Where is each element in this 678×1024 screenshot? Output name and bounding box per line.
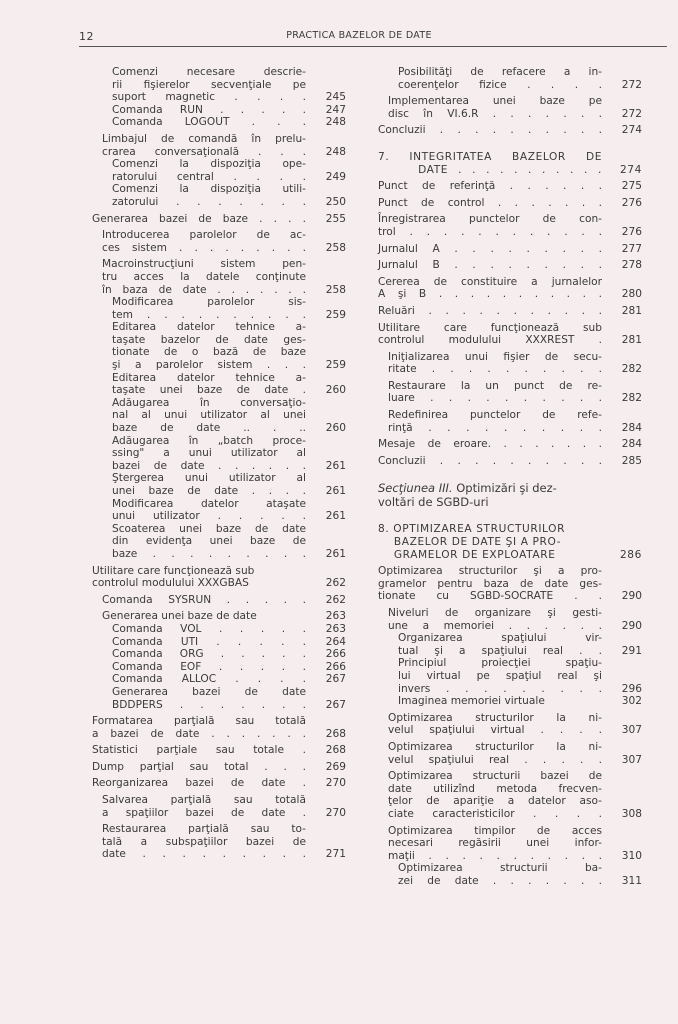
- toc-entry-title: Ştergerea unui utilizator al unei baze de date . . . .: [112, 472, 306, 497]
- toc-page-number: 245: [325, 91, 346, 104]
- toc-entry: [378, 409, 642, 434]
- toc-entry: [378, 66, 642, 91]
- toc-entry: [92, 296, 346, 321]
- toc-entry-title: Optimizarea structurii ba- zei de date . . . . . . .: [398, 862, 602, 887]
- toc-entry-title: Editarea datelor tehnice a- taşate unei baze de date .: [112, 371, 306, 397]
- toc-entry-title: Imaginea memoriei virtuale: [398, 695, 545, 708]
- toc-entry-title: Comanda EOF . . . . .: [112, 660, 306, 673]
- toc-entry-title: Optimizarea timpilor de acces necesari regăsirii unei infor- maţii . . . . . . . . . . .: [388, 824, 602, 862]
- toc-entry: [92, 594, 346, 607]
- toc-page-number: 284: [621, 421, 642, 434]
- toc-entry: [92, 823, 346, 861]
- toc-page-number: 285: [621, 454, 642, 467]
- toc-section-heading: [378, 481, 642, 509]
- toc-entry-title: [378, 481, 642, 509]
- toc-entry: [378, 243, 642, 256]
- toc-entry-title: Adăugarea în conversaţio- nal al unui utilizator al unei baze de date .. . ..: [112, 396, 306, 435]
- toc-page-number: 286: [619, 548, 642, 561]
- toc-entry: [92, 229, 346, 254]
- toc-entry-title: Generarea bazei de baze . . . .: [92, 212, 306, 225]
- toc-entry: [92, 372, 346, 397]
- toc-page-number: 282: [621, 363, 642, 376]
- toc-entry: [92, 213, 346, 226]
- toc-page-number: 266: [325, 660, 346, 673]
- toc-page-number: 290: [621, 619, 642, 632]
- toc-entry-title: Restaurarea parţială sau to- tală a subspaţiilor bazei de date . . . . . . . . .: [102, 823, 306, 861]
- toc-entry-title: Introducerea parolelor de ac- ces sistem . . . . . . . . .: [102, 229, 306, 254]
- toc-page-number: 274: [621, 124, 642, 137]
- toc-left-column: [92, 66, 346, 861]
- toc-entry: [92, 744, 346, 757]
- toc-entry: [378, 770, 642, 820]
- toc-entry: [92, 636, 346, 649]
- toc-entry: [378, 455, 642, 468]
- toc-entry-title: Scoaterea unei baze de date din evidenţa unei baze de baze . . . . . . . . .: [112, 522, 306, 560]
- toc-page-number: 270: [325, 806, 346, 819]
- toc-entry-title: 7. INTEGRITATEA BAZELOR DE DATE . . . . . . . . . . .: [378, 150, 602, 176]
- toc-page-number: 302: [621, 695, 642, 708]
- toc-entry: [92, 673, 346, 686]
- toc-page-number: 278: [621, 259, 642, 272]
- toc-entry-title: Comenzi necesare descrie- rii fişierelor secvenţiale pe suport magnetic . . . .: [112, 66, 306, 104]
- toc-entry-title: Iniţializarea unui fişier de secu- ritate . . . . . . . . . .: [388, 350, 602, 376]
- toc-entry-title: Principiul proiecţiei spaţiu- lui virtual pe spaţiul real şi invers . . . . . . . . .: [398, 657, 602, 695]
- toc-page-number: 262: [325, 577, 346, 590]
- toc-entry: [92, 715, 346, 740]
- toc-page-number: 276: [621, 196, 642, 209]
- toc-entry: [378, 607, 642, 632]
- toc-page-number: 260: [325, 422, 346, 435]
- toc-entry: [92, 610, 346, 623]
- toc-page-number: 270: [325, 777, 346, 790]
- toc-chapter-entry: [378, 151, 642, 176]
- toc-entry: [92, 104, 346, 117]
- toc-entry: [378, 322, 642, 347]
- toc-entry-title: Utilitare care funcţionează sub controlul modulului XXXREST .: [378, 321, 602, 347]
- toc-page-number: 261: [325, 510, 346, 523]
- toc-entry: [378, 695, 642, 708]
- toc-entry-title: Adăugarea în „batch proce- ssing" a unui utilizator al bazei de date . . . . . .: [112, 434, 306, 472]
- header-rule: [79, 46, 667, 47]
- toc-page-number: 258: [325, 283, 346, 296]
- toc-entry-title: Comenzi la dispoziţia utili- zatorului . . . . . . .: [112, 183, 306, 208]
- toc-page-number: 263: [325, 622, 346, 635]
- toc-entry: [378, 712, 642, 737]
- toc-page-number: 272: [621, 107, 642, 120]
- toc-entry: [92, 472, 346, 497]
- toc-page-number: 308: [621, 807, 642, 820]
- toc-entry: [92, 183, 346, 208]
- toc-entry: [378, 741, 642, 766]
- toc-entry: [378, 276, 642, 301]
- toc-page-number: 307: [621, 753, 642, 766]
- toc-entry-title: Cererea de constituire a jurnalelor A şi B . . . . . . . . . . .: [378, 275, 602, 301]
- toc-page-number: 282: [621, 392, 642, 405]
- toc-page-number: 276: [621, 225, 642, 238]
- toc-entry-title: Optimizarea structurilor şi a pro- gramelor pentru baza de date ges- tionate cu SGBD-SOCRATE . .: [378, 565, 602, 603]
- toc-entry-title: Statistici parţiale sau totale .: [92, 744, 306, 757]
- toc-entry-title: Jurnalul A . . . . . . . . .: [378, 242, 602, 255]
- toc-page-number: 261: [325, 485, 346, 497]
- toc-entry: [92, 777, 346, 790]
- toc-chapter-entry: [378, 523, 642, 561]
- toc-entry-title: Reluări . . . . . . . . . . .: [378, 304, 602, 317]
- toc-entry-title: Reorganizarea bazei de date .: [92, 777, 306, 790]
- toc-entry-title: Optimizarea structurii bazei de date utilizînd metoda frecven- ţelor de apariţie a datelor aso- ciate caracteristicilor . . . .: [388, 770, 602, 820]
- toc-entry-title: Comanda SYSRUN . . . . .: [102, 593, 306, 606]
- toc-entry: [92, 648, 346, 661]
- toc-entry-title: Posibilităţi de refacere a in- coerenţelor fizice . . . .: [398, 66, 602, 91]
- toc-page-number: 250: [325, 195, 346, 208]
- toc-entry: [92, 565, 346, 590]
- toc-page-number: 290: [621, 590, 642, 603]
- toc-entry: [378, 180, 642, 193]
- toc-entry-title: Salvarea parţială sau totală a spaţiilor bazei de date .: [102, 794, 306, 819]
- toc-entry: [92, 133, 346, 158]
- toc-right-column: [378, 66, 642, 887]
- toc-entry-title: Comenzi la dispoziţia ope- ratorului central . . . .: [112, 158, 306, 183]
- toc-entry-title: Optimizarea structurilor la ni- velul spaţiului virtual . . . .: [388, 711, 602, 737]
- toc-page-number: 263: [325, 610, 346, 623]
- toc-page-number: 311: [621, 874, 642, 887]
- toc-entry: [378, 351, 642, 376]
- toc-page-number: 274: [619, 163, 642, 176]
- toc-page-number: 267: [325, 673, 346, 686]
- toc-entry: [92, 686, 346, 711]
- toc-entry-title: Restaurare la un punct de re- luare . . . . . . . . . .: [388, 379, 602, 405]
- toc-page-number: 267: [325, 698, 346, 711]
- toc-entry: [92, 321, 346, 371]
- toc-page-number: 266: [325, 648, 346, 661]
- toc-entry-title: Macroinstrucţiuni sistem pen- tru acces la datele conţinute în baza de date . . . . . . .: [102, 258, 306, 296]
- toc-entry-title: Dump parţial sau total . . .: [92, 760, 306, 773]
- toc-entry-title: Comanda UTI . . . . .: [112, 635, 306, 648]
- toc-page-number: 296: [621, 682, 642, 695]
- toc-page-number: 272: [621, 78, 642, 91]
- toc-entry-title: Punct de referinţă . . . . . .: [378, 180, 602, 193]
- toc-entry-title: Modificarea parolelor sis- tem . . . . . . . . . .: [112, 296, 306, 321]
- toc-entry-title: Generarea unei baze de date: [102, 610, 257, 623]
- toc-page-number: 261: [325, 459, 346, 472]
- toc-page-number: 262: [325, 593, 346, 606]
- toc-entry: [378, 197, 642, 210]
- toc-entry-title: Mesaje de eroare. . . . . . . .: [378, 438, 602, 451]
- toc-entry: [378, 259, 642, 272]
- section-title-text: Optimizări şi dez- voltări de SGBD-uri: [378, 481, 557, 510]
- toc-entry-title: Comanda LOGOUT . . .: [112, 116, 306, 129]
- toc-entry-title: Comanda RUN . . . . .: [112, 103, 306, 116]
- toc-entry-title: Limbajul de comandă în prelu- crarea conversaţională . . .: [102, 132, 306, 158]
- toc-page-number: 307: [621, 724, 642, 737]
- toc-page-number: 281: [621, 334, 642, 347]
- toc-entry: [92, 761, 346, 774]
- page-number: 12: [79, 30, 94, 43]
- toc-entry-title: Editarea datelor tehnice a- taşate bazelor de date ges- tionate de o bază de baze şi a parolelor sistem . . .: [112, 321, 306, 372]
- toc-page-number: 259: [325, 308, 346, 321]
- toc-entry-title: Niveluri de organizare şi gesti- une a memoriei . . . . . .: [388, 607, 602, 632]
- running-title: PRACTICA BAZELOR DE DATE: [286, 30, 432, 41]
- toc-entry-title: Modificarea datelor ataşate unui utilizator . . . . .: [112, 497, 306, 523]
- toc-entry-title: Comanda VOL . . . . .: [112, 622, 306, 635]
- toc-page-number: 249: [325, 170, 346, 183]
- toc-entry: [378, 438, 642, 451]
- toc-page-number: 255: [325, 212, 346, 225]
- toc-entry: [378, 95, 642, 120]
- toc-entry: [92, 523, 346, 561]
- toc-entry-title: Optimizarea structurilor la ni- velul spaţiului real . . . . .: [388, 740, 602, 766]
- toc-page-number: 281: [621, 304, 642, 317]
- toc-entry: [378, 305, 642, 318]
- toc-entry: [378, 380, 642, 405]
- toc-page-number: 259: [325, 359, 346, 372]
- toc-entry-title: 8. OPTIMIZAREA STRUCTURILOR BAZELOR DE DATE ŞI A PRO- GRAMELOR DE EXPLOATARE: [378, 523, 566, 561]
- toc-entry: [92, 435, 346, 473]
- toc-entry-title: Redefinirea punctelor de refe- rinţă . . . . . . . . . .: [388, 409, 602, 434]
- toc-entry: [378, 213, 642, 238]
- toc-page-number: 268: [325, 744, 346, 757]
- toc-entry-title: Jurnalul B . . . . . . . . .: [378, 259, 602, 272]
- toc-entry-title: Utilitare care funcţionează sub controlul modulului XXXGBAS: [92, 564, 255, 590]
- toc-page-number: 291: [621, 644, 642, 657]
- toc-entry-title: Punct de control . . . . . . .: [378, 196, 602, 209]
- toc-page-number: 258: [325, 241, 346, 254]
- toc-page-number: 260: [325, 384, 346, 397]
- toc-page-number: 277: [621, 242, 642, 255]
- toc-page-number: 271: [325, 848, 346, 861]
- toc-entry: [92, 158, 346, 183]
- toc-entry: [92, 498, 346, 523]
- toc-entry-title: Concluzii . . . . . . . . . .: [378, 454, 602, 467]
- toc-entry: [92, 623, 346, 636]
- toc-entry: [378, 565, 642, 603]
- toc-page-number: 261: [325, 547, 346, 560]
- toc-entry-title: Înregistrarea punctelor de con- trol . . . . . . . . . . . .: [378, 213, 602, 238]
- toc-page-number: 247: [325, 103, 346, 116]
- toc-page-number: 310: [621, 849, 642, 862]
- toc-entry: [378, 657, 642, 695]
- toc-entry: [92, 66, 346, 104]
- toc-entry-title: Concluzii . . . . . . . . . .: [378, 124, 602, 137]
- toc-entry: [378, 632, 642, 657]
- toc-entry: [92, 661, 346, 674]
- toc-entry: [92, 794, 346, 819]
- toc-page-number: 280: [621, 288, 642, 301]
- toc-page-number: 284: [621, 438, 642, 451]
- toc-entry-title: Formatarea parţială sau totală a bazei de date . . . . . . .: [92, 715, 306, 740]
- toc-entry-title: Generarea bazei de date BDDPERS . . . . . . .: [112, 685, 306, 711]
- section-label: Secţiunea III.: [378, 481, 453, 496]
- toc-entry-title: Comanda ORG . . . . .: [112, 648, 306, 661]
- toc-entry: [378, 124, 642, 137]
- toc-page-number: 268: [325, 727, 346, 740]
- toc-page-number: 275: [621, 180, 642, 193]
- toc-entry: [92, 116, 346, 129]
- toc-entry: [92, 397, 346, 435]
- toc-page-number: 248: [325, 116, 346, 129]
- toc-entry: [378, 825, 642, 863]
- toc-entry-title: Comanda ALLOC . . . .: [112, 673, 306, 686]
- toc-entry-title: Implementarea unei baze pe disc în VI.6.R . . . . . . .: [388, 95, 602, 120]
- toc-entry-title: Organizarea spaţiului vir- tual şi a spaţiului real . .: [398, 632, 602, 657]
- toc-entry: [378, 862, 642, 887]
- toc-page-number: 248: [325, 145, 346, 158]
- toc-entry: [92, 258, 346, 296]
- toc-page-number: 269: [325, 760, 346, 773]
- toc-page-number: 264: [325, 635, 346, 648]
